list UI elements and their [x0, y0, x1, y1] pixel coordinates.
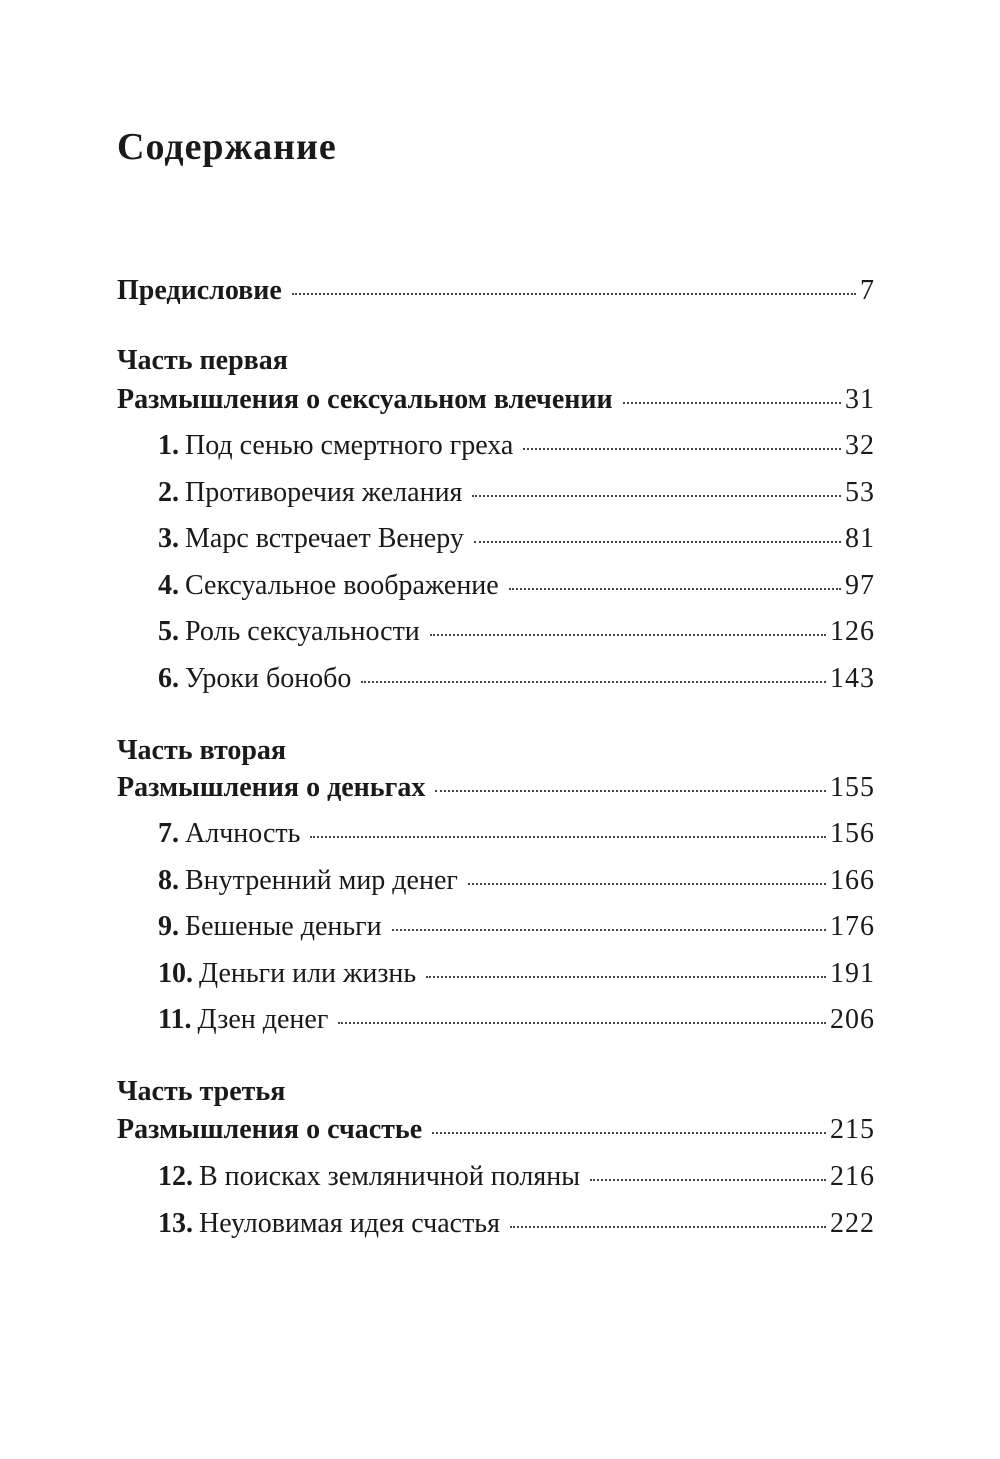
chapter-number: 2.	[158, 477, 179, 508]
toc-entry-chapter[interactable]	[158, 1161, 875, 1193]
toc-page-number: 191	[830, 958, 875, 989]
toc-entry-title: Размышления о счастье	[117, 1114, 423, 1145]
dot-leader	[430, 634, 826, 636]
chapter-number: 1.	[158, 430, 179, 461]
toc-page-number: 176	[830, 911, 875, 942]
toc-page-number: 32	[845, 430, 875, 461]
toc-entry-title: Роль сексуальности	[185, 616, 420, 647]
dot-leader	[310, 836, 826, 838]
toc-entry-part-title[interactable]	[117, 384, 875, 416]
dot-leader	[509, 588, 841, 590]
toc-page-number: 143	[830, 663, 875, 694]
dot-leader	[623, 402, 841, 404]
toc-entry-title: Внутренний мир денег	[185, 865, 458, 896]
toc-entry-title: Дзен денег	[197, 1004, 329, 1035]
toc-entry-chapter[interactable]	[158, 865, 875, 897]
chapter-number: 10.	[158, 958, 193, 989]
chapter-number: 12.	[158, 1161, 193, 1192]
toc-page-number: 81	[845, 523, 875, 554]
toc-entry-title: Противоречия желания	[185, 477, 463, 508]
chapter-number: 4.	[158, 570, 179, 601]
dot-leader	[338, 1022, 826, 1024]
toc-entry-title: Сексуальное воображение	[185, 570, 499, 601]
dot-leader	[590, 1179, 826, 1181]
dot-leader	[426, 976, 826, 978]
toc-entry-chapter[interactable]	[158, 570, 875, 602]
toc-entry-title: Деньги или жизнь	[199, 958, 417, 989]
dot-leader	[435, 790, 826, 792]
toc-entry-chapter[interactable]	[158, 523, 875, 555]
page-title: Содержание	[117, 126, 337, 168]
dot-leader	[361, 681, 826, 683]
toc-entry-chapter[interactable]	[158, 477, 875, 509]
dot-leader	[510, 1226, 826, 1228]
toc-entry-part-title[interactable]	[117, 772, 875, 804]
dot-leader	[292, 293, 856, 295]
dot-leader	[472, 495, 841, 497]
toc-page-number: 215	[830, 1114, 875, 1145]
toc-entry-chapter[interactable]	[158, 818, 875, 850]
toc-entry-title: Бешеные деньги	[185, 911, 382, 942]
toc-entry-title: В поисках земляничной поляны	[199, 1161, 581, 1192]
toc-page-number: 7	[860, 275, 875, 306]
toc-page-number: 126	[830, 616, 875, 647]
dot-leader	[468, 883, 826, 885]
toc-entry-preface[interactable]	[117, 275, 875, 307]
toc-entry-chapter[interactable]	[158, 663, 875, 695]
toc-entry-title: Размышления о деньгах	[117, 772, 426, 803]
toc-page-number: 31	[845, 384, 875, 415]
toc-entry-chapter[interactable]	[158, 430, 875, 462]
chapter-number: 3.	[158, 523, 179, 554]
chapter-number: 5.	[158, 616, 179, 647]
part-label: Часть третья	[117, 1076, 286, 1107]
toc-entry-title: Неуловимая идея счастья	[199, 1208, 500, 1239]
part-label: Часть вторая	[117, 735, 287, 766]
chapter-number: 7.	[158, 818, 179, 849]
toc-page-number: 222	[830, 1208, 875, 1239]
toc-entry-chapter[interactable]	[158, 1208, 875, 1240]
dot-leader	[432, 1132, 826, 1134]
toc-entry-title: Алчность	[185, 818, 301, 849]
chapter-number: 6.	[158, 663, 179, 694]
toc-page-number: 166	[830, 865, 875, 896]
toc-entry-chapter[interactable]	[158, 911, 875, 943]
toc-page-number: 206	[830, 1004, 875, 1035]
toc-entry-title: Предисловие	[117, 275, 282, 306]
chapter-number: 13.	[158, 1208, 193, 1239]
toc-page-number: 155	[830, 772, 875, 803]
toc-entry-title: Под сенью смертного греха	[185, 430, 514, 461]
toc-entry-part-title[interactable]	[117, 1114, 875, 1146]
toc-entry-title: Уроки бонобо	[185, 663, 352, 694]
toc-entry-title: Марс встречает Венеру	[185, 523, 464, 554]
toc-entry-chapter[interactable]	[158, 958, 875, 990]
toc-page-number: 97	[845, 570, 875, 601]
toc-entry-title: Размышления о сексуальном влечении	[117, 384, 613, 415]
toc-entry-chapter[interactable]	[158, 1004, 875, 1036]
toc-entry-chapter[interactable]	[158, 616, 875, 648]
toc-page-number: 156	[830, 818, 875, 849]
dot-leader	[392, 929, 826, 931]
dot-leader	[474, 541, 841, 543]
chapter-number: 11.	[158, 1004, 192, 1035]
toc-page-number: 216	[830, 1161, 875, 1192]
dot-leader	[523, 448, 841, 450]
chapter-number: 8.	[158, 865, 179, 896]
part-label: Часть первая	[117, 345, 288, 376]
chapter-number: 9.	[158, 911, 179, 942]
toc-page-number: 53	[845, 477, 875, 508]
